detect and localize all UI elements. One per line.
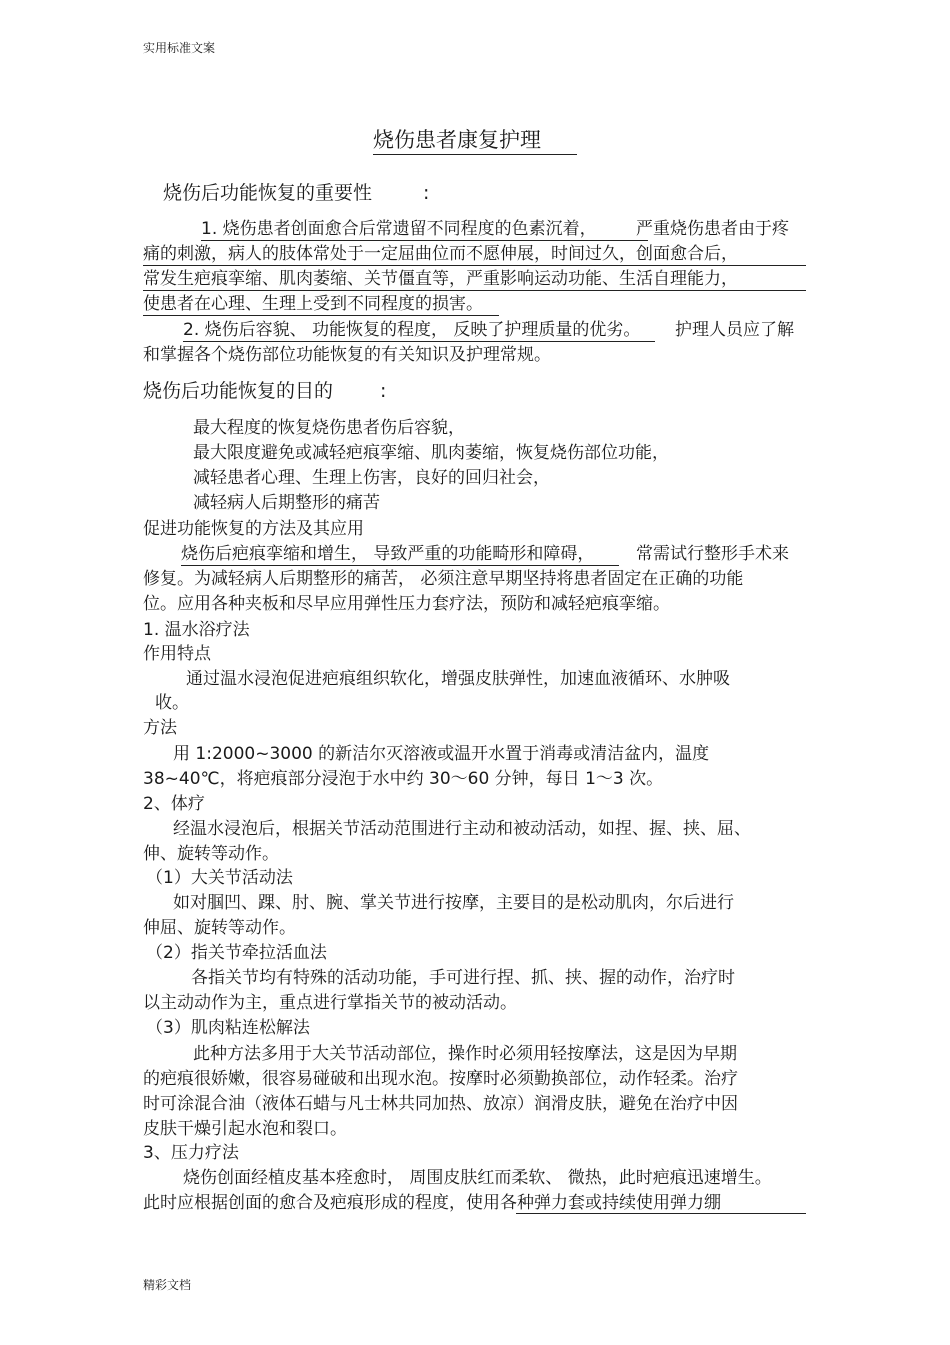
subsection1-title: （1）大关节活动法	[146, 868, 293, 888]
method2-text-line: 经温水浸泡后，根据关节活动范围进行主动和被动活动，如捏、握、挟、屈、	[173, 819, 751, 839]
method1-method-line: 38~40℃，将疤痕部分浸泡于水中约 30～60 分钟，每日 1～3 次。	[143, 769, 664, 789]
method1-title: 1. 温水浴疗法	[143, 620, 250, 640]
goal-item: 最大程度的恢复烧伤患者伤后容貌，	[193, 418, 465, 438]
method2-title: 2、体疗	[143, 794, 205, 814]
subsection1-text-line: 伸屈、旋转等动作。	[143, 918, 296, 938]
section3-heading: 促进功能恢复的方法及其应用	[143, 519, 364, 539]
goal-item: 减轻患者心理、生理上伤害，良好的回归社会，	[193, 468, 550, 488]
section1-p2-line: 护理人员应了解	[675, 320, 794, 340]
section1-p2-line: 2. 烧伤后容貌、 功能恢复的程度， 反映了护理质量的优劣。	[183, 320, 641, 340]
section2-heading: 烧伤后功能恢复的目的	[143, 380, 334, 402]
underline	[143, 290, 806, 291]
section3-intro-line: 常需试行整形手术来	[636, 544, 789, 564]
section1-heading: 烧伤后功能恢复的重要性	[163, 182, 373, 204]
underline	[516, 1213, 806, 1214]
section3-intro-line: 烧伤后疤痕挛缩和增生， 导致严重的功能畸形和障碍，	[181, 544, 595, 564]
goal-item: 最大限度避免或减轻疤痕挛缩、肌肉萎缩，恢复烧伤部位功能，	[193, 443, 669, 463]
subsection3-text-line: 的疤痕很娇嫩，很容易碰破和出现水泡。按摩时必须勤换部位，动作轻柔。治疗	[143, 1069, 738, 1089]
underline	[201, 240, 648, 241]
section1-p1-line: 严重烧伤患者由于疼	[636, 219, 789, 239]
section2-heading-colon: :	[380, 380, 387, 402]
subsection1-text-line: 如对腘凹、踝、肘、腕、掌关节进行按摩，主要目的是松动肌肉，尔后进行	[173, 893, 734, 913]
title-underline	[373, 154, 577, 155]
underline	[181, 565, 619, 566]
method1-method-label: 方法	[143, 718, 177, 738]
section1-p2-line: 和掌握各个烧伤部位功能恢复的有关知识及护理常规。	[143, 345, 551, 365]
subsection2-text-line: 各指关节均有特殊的活动功能，手可进行捏、抓、挟、握的动作，治疗时	[191, 968, 735, 988]
section3-intro-line: 位。应用各种夹板和尽早应用弹性压力套疗法，预防和减轻疤痕挛缩。	[143, 594, 670, 614]
subsection3-title: （3）肌肉粘连松解法	[146, 1018, 310, 1038]
underline	[183, 341, 655, 342]
section1-p1-line: 使患者在心理、生理上受到不同程度的损害。	[143, 294, 483, 314]
method3-text-line: 烧伤创面经植皮基本痊愈时， 周围皮肤红而柔软、 微热，此时疤痕迅速增生。	[183, 1168, 772, 1188]
subsection3-text-line: 此种方法多用于大关节活动部位，操作时必须用轻按摩法，这是因为早期	[193, 1044, 737, 1064]
section1-p1-line: 常发生疤痕挛缩、肌肉萎缩、关节僵直等，严重影响运动功能、生活自理能力，	[143, 269, 738, 289]
section1-p1-line: 1. 烧伤患者创面愈合后常遗留不同程度的色素沉着，	[201, 219, 597, 239]
method1-method-line: 用 1:2000~3000 的新洁尔灭溶液或温开水置于消毒或清洁盆内，温度	[173, 744, 710, 764]
underline	[143, 315, 499, 316]
page-header: 实用标准文案	[143, 41, 216, 55]
page-footer: 精彩文档	[143, 1278, 192, 1292]
method1-feature-line: 收。	[155, 693, 189, 713]
document-title: 烧伤患者康复护理	[373, 128, 541, 152]
section1-p1-line: 痛的刺激，病人的肢体常处于一定屈曲位而不愿伸展，时间过久，创面愈合后，	[143, 244, 738, 264]
section1-heading-colon: :	[423, 182, 430, 204]
subsection2-text-line: 以主动动作为主，重点进行掌指关节的被动活动。	[143, 993, 517, 1013]
subsection2-title: （2）指关节牵拉活血法	[146, 943, 327, 963]
method3-text-line: 此时应根据创面的愈合及疤痕形成的程度，使用各种弹力套或持续使用弹力绷	[143, 1193, 721, 1213]
subsection3-text-line: 皮肤干燥引起水泡和裂口。	[143, 1119, 347, 1139]
method1-feature-line: 通过温水浸泡促进疤痕组织软化，增强皮肤弹性，加速血液循环、水肿吸	[186, 669, 730, 689]
method2-text-line: 伸、旋转等动作。	[143, 844, 279, 864]
underline	[143, 265, 806, 266]
method3-title: 3、压力疗法	[143, 1143, 239, 1163]
subsection3-text-line: 时可涂混合油（液体石蜡与凡士林共同加热、放凉）润滑皮肤，避免在治疗中因	[143, 1094, 738, 1114]
goal-item: 减轻病人后期整形的痛苦	[193, 493, 380, 513]
section3-intro-line: 修复。为减轻病人后期整形的痛苦， 必须注意早期坚持将患者固定在正确的功能	[143, 569, 744, 589]
method1-feature-label: 作用特点	[143, 644, 211, 664]
